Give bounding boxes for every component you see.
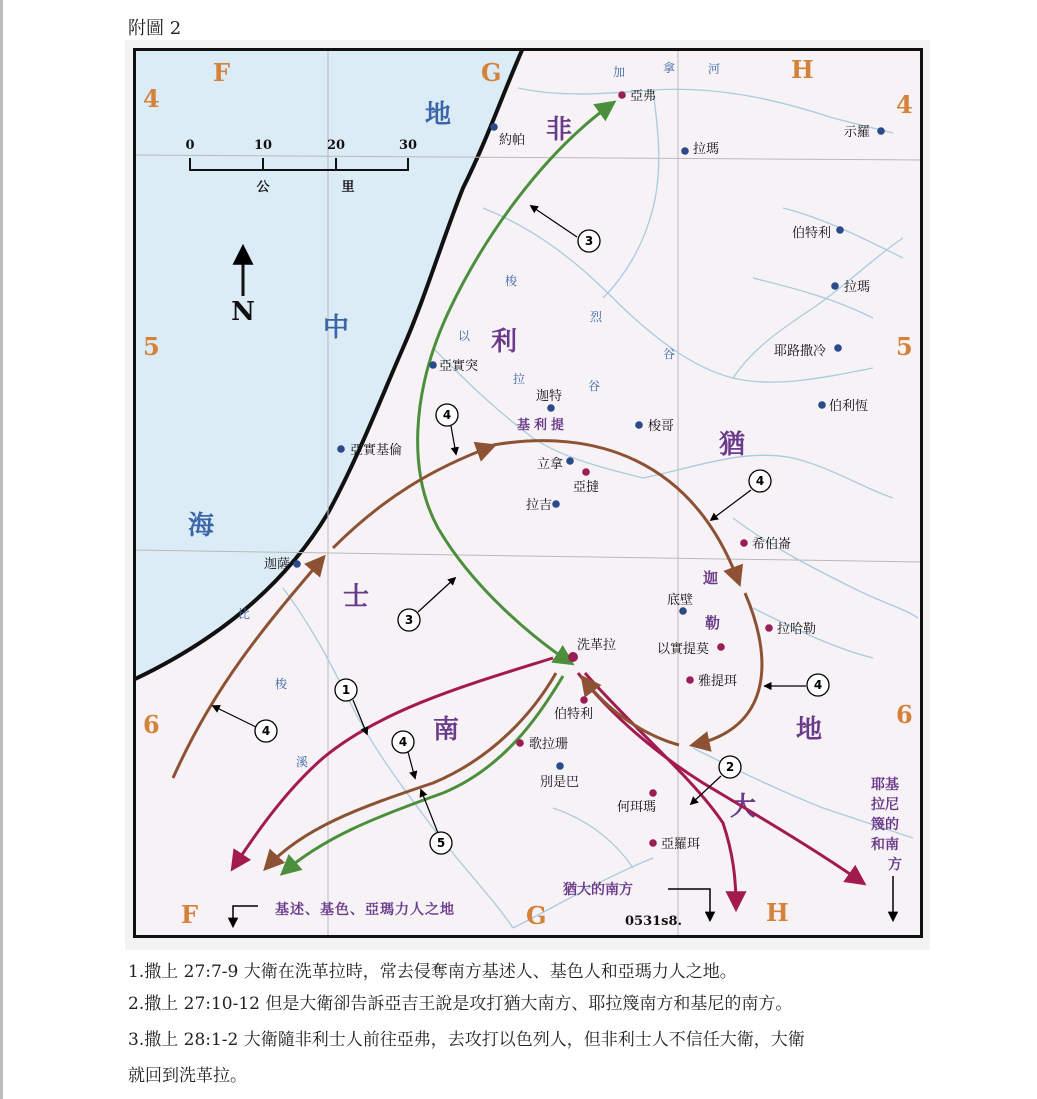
label-kenite-2: 拉尼 bbox=[871, 796, 899, 812]
scale-unit-li: 里 bbox=[341, 180, 355, 195]
place-aroer: 何珥瑪 bbox=[617, 799, 657, 814]
callout-4-west: 4 bbox=[261, 724, 271, 738]
callout-4-north: 4 bbox=[442, 408, 452, 422]
place-gaza: 迦薩 bbox=[264, 556, 291, 571]
sea-char-2: 中 bbox=[323, 312, 350, 342]
river-besor-2: 梭 bbox=[275, 677, 288, 691]
place-eshtemoa: 以實提莫 bbox=[657, 641, 710, 656]
place-beersheba: 別是巴 bbox=[540, 774, 580, 789]
place-carmel: 拉哈勒 bbox=[777, 621, 817, 636]
sea-char-3: 海 bbox=[188, 510, 215, 540]
callout-5: 5 bbox=[436, 836, 446, 850]
map bbox=[133, 48, 923, 938]
region-philistia-1: 非 bbox=[546, 114, 573, 144]
river-elah-2: 拉 bbox=[513, 372, 526, 386]
grid-row-6-left: 6 bbox=[143, 710, 160, 739]
callout-3-top: 3 bbox=[584, 234, 594, 248]
place-aphek: 亞弗 bbox=[630, 88, 657, 103]
region-philistia-2: 利 bbox=[491, 326, 518, 356]
place-azekah: 亞實突 bbox=[439, 358, 479, 373]
grid-row-5-right: 5 bbox=[896, 332, 913, 361]
river-elah-1: 以 bbox=[458, 329, 471, 343]
callout-1: 1 bbox=[341, 683, 351, 697]
scale-tick-0: 0 bbox=[185, 138, 195, 153]
figure-title: 附圖 2 bbox=[128, 18, 182, 39]
river-top-2: 拿 bbox=[663, 61, 676, 75]
place-gath: 迦特 bbox=[536, 388, 563, 403]
grid-col-f-top: F bbox=[213, 58, 231, 87]
place-adullam: 亞撻 bbox=[573, 479, 600, 494]
label-south-judah: 猶大的南方 bbox=[563, 881, 633, 897]
grid-row-5-left: 5 bbox=[143, 332, 160, 361]
scale-tick-20: 20 bbox=[326, 138, 346, 153]
region-judah-2: 地 bbox=[796, 714, 823, 744]
place-hormah: 歌拉珊 bbox=[529, 736, 569, 751]
caption-line-4: 就回到洗革拉。 bbox=[128, 1066, 247, 1086]
region-caleb-1: 迦 bbox=[703, 570, 719, 587]
place-ziklag: 洗革拉 bbox=[577, 637, 617, 652]
page-left-rule bbox=[0, 0, 3, 1099]
region-negev-1: 南 bbox=[433, 714, 460, 744]
river-sorek-1: 梭 bbox=[505, 274, 518, 288]
grid-col-h-top: H bbox=[791, 55, 814, 84]
label-kenite-3: 篾的 bbox=[871, 816, 899, 832]
grid-row-4-left: 4 bbox=[143, 84, 160, 113]
place-arad: 亞羅珥 bbox=[661, 836, 701, 851]
grid-col-g-top: G bbox=[481, 58, 502, 87]
grid-col-h-bottom: H bbox=[766, 898, 789, 927]
region-philistia-3: 士 bbox=[343, 581, 370, 611]
place-lachish: 拉吉 bbox=[526, 497, 553, 512]
region-negev-2: 大 bbox=[730, 791, 757, 821]
scale-tick-30: 30 bbox=[398, 138, 418, 153]
label-geshur: 基述、基色、亞瑪力人之地 bbox=[275, 901, 455, 917]
callout-2: 2 bbox=[725, 760, 735, 774]
label-kenite-4: 和南 bbox=[871, 836, 899, 852]
place-keilah: 基利提 bbox=[517, 417, 569, 432]
place-jattir: 雅提珥 bbox=[698, 673, 738, 688]
place-ramah-north: 拉瑪 bbox=[693, 141, 720, 156]
river-elah-3: 谷 bbox=[588, 379, 601, 393]
caption-line-2: 2.撒上 27:10-12 但是大衛卻告訴亞吉王說是攻打猶大南方、耶拉篾南方和基尼的南方。 bbox=[128, 994, 793, 1014]
place-bethel: 伯特利 bbox=[792, 225, 832, 240]
river-top-1: 加 bbox=[613, 65, 626, 79]
north-label: N bbox=[231, 297, 255, 327]
grid-row-4-right: 4 bbox=[896, 90, 913, 119]
place-debir: 底壁 bbox=[667, 592, 694, 607]
river-sorek-2: 烈 bbox=[590, 310, 603, 324]
grid-col-f-bottom: F bbox=[181, 900, 199, 929]
place-ramah: 拉瑪 bbox=[844, 279, 871, 294]
region-caleb-2: 勒 bbox=[705, 615, 721, 632]
place-shiloh: 示羅 bbox=[844, 124, 871, 139]
place-joppa: 約帕 bbox=[499, 132, 526, 147]
scale-unit-gong: 公 bbox=[256, 180, 270, 195]
place-jerusalem: 耶路撒冷 bbox=[774, 343, 827, 358]
grid-col-g-bottom: G bbox=[526, 901, 547, 930]
place-bethuel: 伯特利 bbox=[554, 706, 594, 721]
map-code: 0531s8. bbox=[625, 914, 683, 929]
place-hebron: 希伯崙 bbox=[752, 536, 792, 551]
river-besor-3: 溪 bbox=[296, 755, 309, 769]
grid-row-6-right: 6 bbox=[896, 700, 913, 729]
river-sorek-3: 谷 bbox=[663, 347, 676, 361]
sea-char-1: 地 bbox=[425, 99, 452, 129]
callout-4-loop: 4 bbox=[813, 678, 823, 692]
place-socoh: 梭哥 bbox=[648, 418, 675, 433]
callout-4-east: 4 bbox=[755, 474, 765, 488]
caption-line-1: 1.撒上 27:7-9 大衛在洗革拉時，常去侵奪南方基述人、基色人和亞瑪力人之地。 bbox=[128, 962, 737, 982]
label-kenite-1: 耶基 bbox=[871, 776, 899, 792]
river-top-3: 河 bbox=[708, 62, 721, 76]
river-besor-1: 比 bbox=[238, 607, 251, 621]
place-bethlehem: 伯利恆 bbox=[829, 398, 869, 413]
place-ashkelon: 亞實基倫 bbox=[350, 442, 403, 457]
callout-3-mid: 3 bbox=[404, 613, 414, 627]
label-kenite-5: 方 bbox=[888, 856, 902, 872]
caption-line-3: 3.撒上 28:1-2 大衛隨非利士人前往亞弗，去攻打以色列人，但非利士人不信任大衛，大衛 bbox=[128, 1030, 805, 1050]
scale-tick-10: 10 bbox=[253, 138, 273, 153]
callout-4-south: 4 bbox=[398, 735, 408, 749]
place-libnah: 立拿 bbox=[537, 456, 564, 471]
region-judah-1: 猶 bbox=[719, 429, 746, 459]
